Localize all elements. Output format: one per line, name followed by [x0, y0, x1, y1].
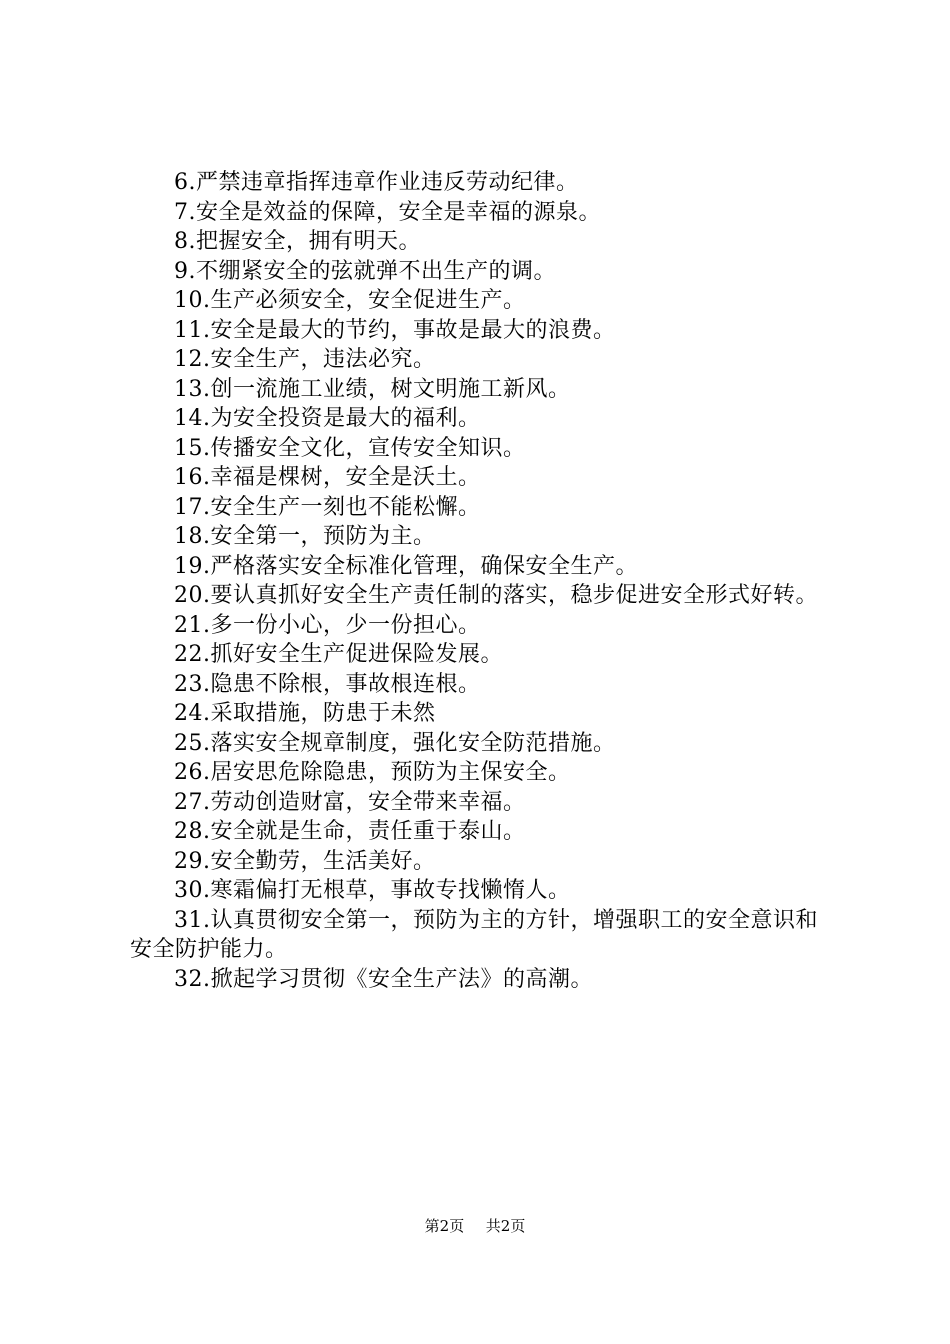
list-item: 13.创一流施工业绩，树文明施工新风。 — [174, 376, 571, 402]
list-item: 7.安全是效益的保障，安全是幸福的源泉。 — [174, 199, 601, 225]
page-footer — [0, 1215, 950, 1237]
list-item: 19.严格落实安全标准化管理，确保安全生产。 — [174, 553, 638, 579]
list-item: 17.安全生产一刻也不能松懈。 — [174, 494, 481, 520]
list-item: 30.寒霜偏打无根草，事故专找懒惰人。 — [174, 878, 571, 903]
list-item: 6.严禁违章指挥违章作业违反劳动纪律。 — [174, 170, 579, 195]
page-number: 第2页 — [424, 1217, 465, 1235]
page-total: 共2页 — [485, 1217, 526, 1235]
list-item: 10.生产必须安全，安全促进生产。 — [174, 288, 526, 313]
list-item: 25.落实安全规章制度，强化安全防范措施。 — [174, 730, 616, 756]
list-item: 31.认真贯彻安全第一，预防为主的方针，增强职工的安全意识和安全防护能力。 — [130, 907, 818, 962]
list-item: 23.隐患不除根，事故根连根。 — [174, 671, 481, 697]
list-item: 27.劳动创造财富，安全带来幸福。 — [174, 789, 526, 815]
list-item: 24.采取措施，防患于未然 — [174, 701, 436, 726]
list-item: 26.居安思危除隐患，预防为主保安全。 — [174, 760, 571, 785]
slogan-list — [130, 168, 830, 994]
list-item: 29.安全勤劳，生活美好。 — [174, 848, 436, 874]
list-item: 8.把握安全，拥有明天。 — [174, 229, 421, 254]
list-item: 11.安全是最大的节约，事故是最大的浪费。 — [174, 317, 616, 343]
list-item: 12.安全生产，违法必究。 — [174, 347, 436, 372]
list-item: 21.多一份小心，少一份担心。 — [174, 612, 481, 638]
list-item: 16.幸福是棵树，安全是沃土。 — [174, 465, 481, 490]
list-item: 18.安全第一，预防为主。 — [174, 524, 436, 549]
list-item: 15.传播安全文化，宣传安全知识。 — [174, 435, 526, 461]
list-item: 20.要认真抓好安全生产责任制的落实，稳步促进安全形式好转。 — [174, 583, 818, 608]
list-item: 9.不绷紧安全的弦就弹不出生产的调。 — [174, 258, 556, 284]
list-item: 22.抓好安全生产促进保险发展。 — [174, 642, 503, 667]
list-item: 28.安全就是生命，责任重于泰山。 — [174, 819, 526, 844]
list-item: 32.掀起学习贯彻《安全生产法》的高潮。 — [174, 966, 593, 992]
list-item: 14.为安全投资是最大的福利。 — [174, 406, 481, 431]
